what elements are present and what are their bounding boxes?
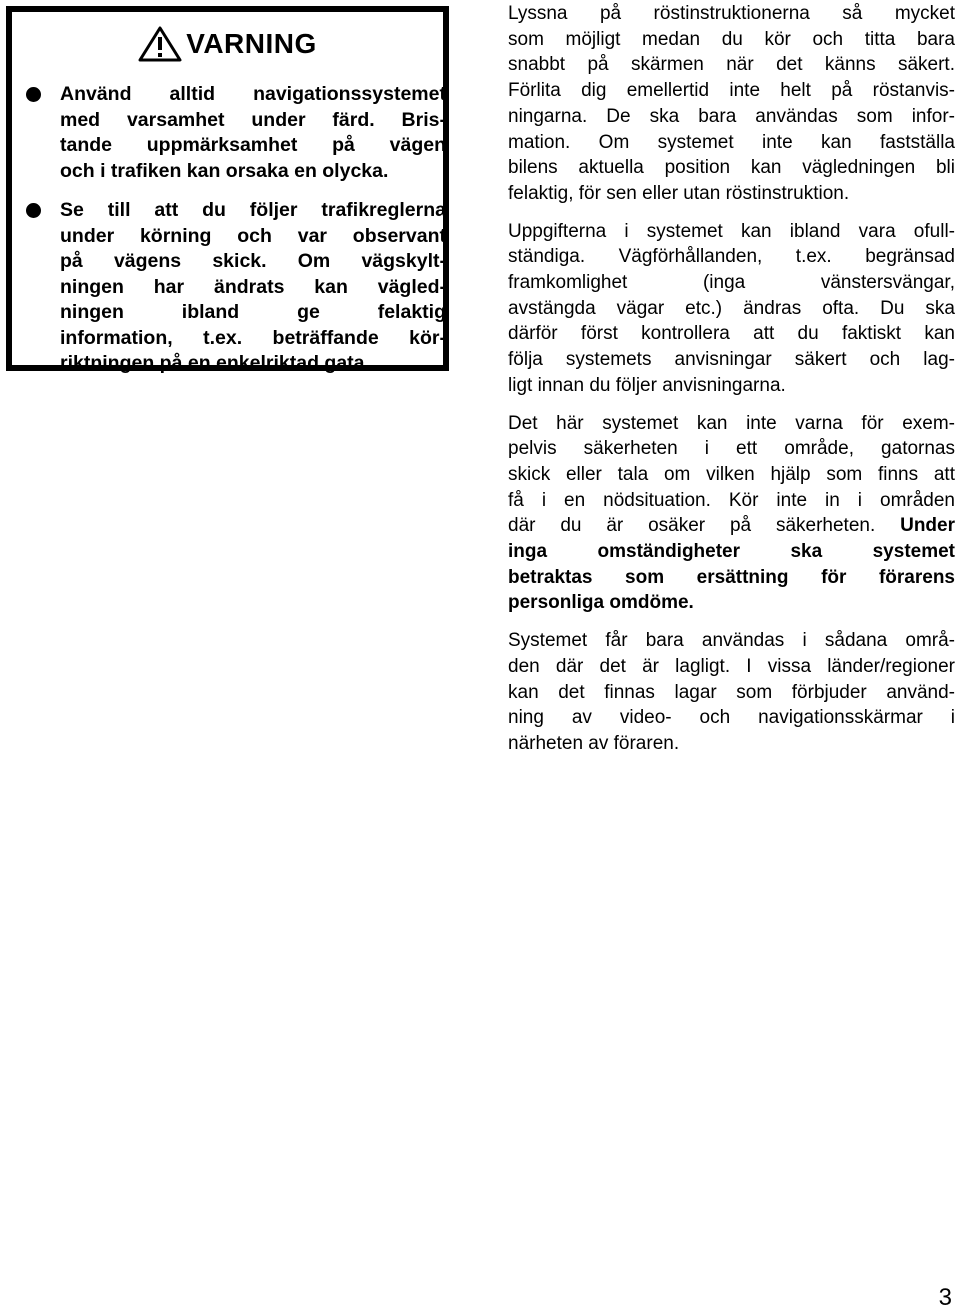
text-bold: Under — [900, 515, 955, 537]
warning-list — [26, 82, 446, 391]
text-line: information, t.ex. beträffande kör- — [60, 326, 446, 349]
warning-item — [26, 198, 446, 377]
paragraph-safety-judgement — [508, 411, 955, 617]
text-line: på vägens skick. Om vägskylt- — [60, 250, 446, 272]
text-line: ningarna. De ska bara användas som infor- — [508, 105, 955, 127]
text-line: ningen ibland ge felaktig — [60, 301, 446, 323]
text-line: tande uppmärksamhet på vägen — [60, 134, 446, 156]
text-line: bilens aktuella position kan vägledningen bli — [508, 157, 955, 179]
bullet-icon — [26, 203, 41, 218]
text-line: felaktig, för sen eller utan röstinstruktion. — [508, 182, 850, 204]
page-number: 3 — [938, 1284, 952, 1311]
text-line: med varsamhet under färd. Bris- — [60, 108, 446, 131]
warning-header — [12, 26, 443, 66]
text-line: avstängda vägar etc.) ändras ofta. Du ska — [508, 297, 955, 319]
text-line: den där det är lagligt. I vissa länder/regioner — [508, 655, 955, 677]
text-line: ligt innan du följer anvisningarna. — [508, 374, 786, 396]
text-normal: där du är osäker på säkerheten. — [508, 515, 901, 537]
text-line: under körning och var observant — [60, 224, 446, 247]
warning-title: VARNING — [186, 28, 317, 59]
text-line: ning av video- och navigationsskärmar i — [508, 707, 955, 729]
text-line: därför först kontrollera att du faktiskt kan — [508, 323, 955, 345]
text-line: pelvis säkerheten i ett område, gatornas — [508, 438, 955, 460]
text-line: Det här systemet kan inte varna för exem- — [508, 412, 955, 434]
text-line: snabbt på skärmen när det känns säkert. — [508, 54, 955, 76]
paragraph-voice-guidance — [508, 1, 955, 207]
text-line-bold: betraktas som ersättning för förarens — [508, 566, 955, 588]
text-line-bold: personliga omdöme. — [508, 592, 694, 614]
text-line: skick eller tala om vilken hjälp som finns att — [508, 463, 955, 485]
text-line: som möjligt medan du kör och titta bara — [508, 28, 955, 50]
text-line: få i en nödsituation. Kör inte in i områden — [508, 489, 955, 511]
text-line: mation. Om systemet inte kan fastställa — [508, 131, 955, 153]
text-line: närheten av föraren. — [508, 732, 680, 754]
text-line-bold: inga omständigheter ska systemet — [508, 541, 955, 563]
text-line: kan det finnas lagar som förbjuder använd- — [508, 681, 955, 703]
text-line: följa systemets anvisningar säkert och lag- — [508, 349, 955, 371]
text-line: Systemet får bara användas i sådana områ- — [508, 630, 955, 652]
text-line-mixed — [508, 513, 955, 539]
text-line: ständiga. Vägförhållanden, t.ex. begränsad — [508, 246, 955, 268]
text-line: Lyssna på röstinstruktionerna så mycket — [508, 3, 955, 24]
warning-triangle-icon — [138, 26, 182, 62]
text-line: och i trafiken kan orsaka en olycka. — [60, 159, 389, 182]
text-line: framkomlighet (inga vänstersvängar, — [508, 272, 955, 294]
text-line: riktningen på en enkelriktad gata. — [60, 352, 370, 374]
text-line: Använd alltid navigationssystemet — [60, 83, 446, 105]
text-line: ningen har ändrats kan vägled- — [60, 275, 446, 298]
body-text-column — [508, 1, 955, 769]
paragraph-legal-use — [508, 628, 955, 757]
warning-item — [26, 82, 446, 184]
paragraph-data-incomplete — [508, 219, 955, 399]
text-line: Uppgifterna i systemet kan ibland vara ofull- — [508, 220, 955, 242]
text-line: Se till att du följer trafikreglerna — [60, 199, 446, 221]
text-line: Förlita dig emellertid inte helt på röstanvis- — [508, 80, 955, 102]
bullet-icon — [26, 87, 41, 102]
warning-box — [6, 6, 449, 374]
